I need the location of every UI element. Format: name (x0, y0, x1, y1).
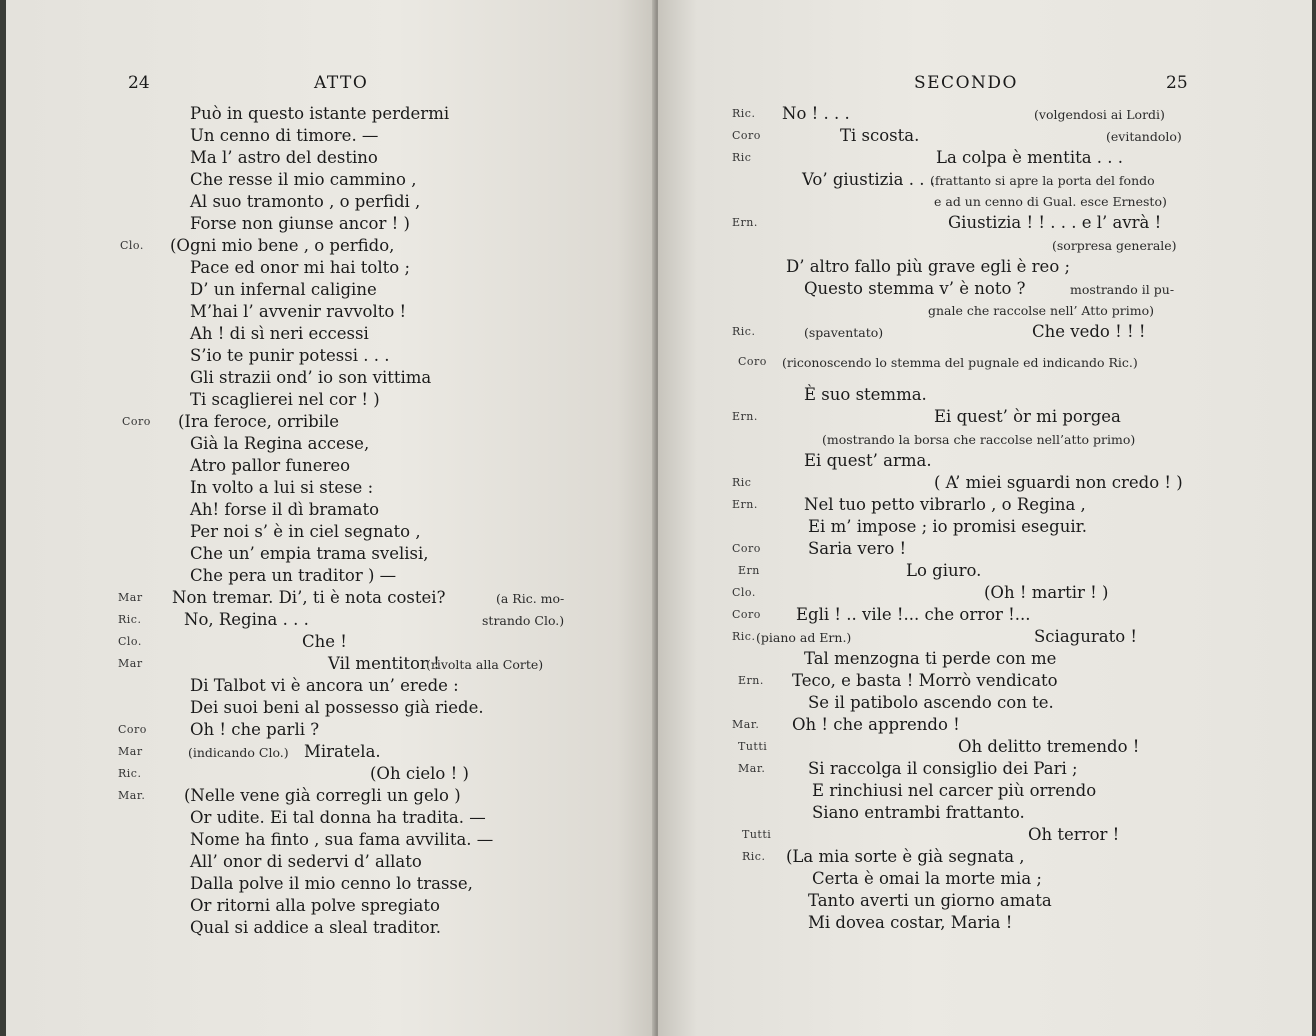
verse-text-line: Or ritorni alla polve spregiato (190, 896, 440, 915)
verse-text-line: S’io te punir potessi . . . (190, 346, 390, 365)
speaker-label: Tutti (738, 740, 768, 753)
verse-text-line: No, Regina . . . (184, 610, 309, 629)
verse-text-line: Ti scosta. (840, 126, 920, 145)
stage-direction: mostrando il pu- (1070, 282, 1175, 297)
verse-text-line: Al suo tramonto , o perfidi , (190, 192, 421, 211)
verse-text-line: All’ onor di sedervi d’ allato (190, 852, 422, 871)
verse-text-line: Dalla polve il mio cenno lo trasse, (190, 874, 473, 893)
verse-text-line: Ah! forse il dì bramato (190, 500, 380, 519)
verse-text-line: Certa è omai la morte mia ; (812, 869, 1042, 888)
verse-line (6, 522, 656, 544)
verse-text-line: Che pera un traditor ) — (190, 566, 397, 585)
verse-line (6, 500, 656, 522)
verse-line (658, 649, 1312, 671)
speaker-label: Mar. (732, 718, 760, 731)
verse-text-line: D’ un infernal caligine (190, 280, 377, 299)
verse-line (6, 368, 656, 390)
speaker-label: Ern. (732, 216, 758, 229)
verse-line (6, 236, 656, 258)
verse-line (658, 913, 1312, 935)
verse-line (658, 737, 1312, 759)
verse-line (6, 698, 656, 720)
verse-text-line: Oh ! che parli ? (190, 720, 320, 739)
verse-line (6, 192, 656, 214)
verse-line (658, 825, 1312, 847)
speaker-label: Ric. (732, 107, 756, 120)
verse-line (6, 280, 656, 302)
verse-line (6, 456, 656, 478)
verse-text-line: Atro pallor funereo (190, 456, 351, 475)
verse-text-line: Ei m’ impose ; io promisi eseguir. (808, 517, 1087, 536)
verse-line (6, 896, 656, 918)
verse-line (658, 781, 1312, 803)
verse-line (658, 104, 1312, 126)
verse-text-line: Mi dovea costar, Maria ! (808, 913, 1013, 932)
verse-line (658, 715, 1312, 737)
stage-direction: gnale che raccolse nell’ Atto primo) (928, 303, 1155, 318)
verse-text-line: Per noi s’ è in ciel segnato , (190, 522, 421, 541)
verse-text-line: La colpa è mentita . . . (936, 148, 1124, 167)
stage-direction: (indicando Clo.) (188, 745, 289, 760)
verse-line (658, 627, 1312, 649)
speaker-label: Ric. (732, 630, 756, 643)
speaker-label: Mar. (118, 789, 146, 802)
verse-text-line: No ! . . . (782, 104, 850, 123)
verse-line (658, 847, 1312, 869)
speaker-label: Coro (738, 355, 767, 368)
stage-direction: (volgendosi ai Lordi) (1034, 107, 1165, 122)
speaker-label: Mar (118, 657, 143, 670)
running-header: SECONDO (914, 73, 1018, 93)
verse-line (658, 605, 1312, 627)
stage-direction: (sorpresa generale) (1052, 238, 1177, 253)
stage-direction: (rivolta alla Corte) (426, 657, 544, 672)
verse-text-line: Nel tuo petto vibrarlo , o Regina , (804, 495, 1086, 514)
verse-text-line: Se il patibolo ascendo con te. (808, 693, 1054, 712)
verse-text-line: Pace ed onor mi hai tolto ; (190, 258, 411, 277)
verse-line (6, 830, 656, 852)
verse-text-line: Ah ! di sì neri eccessi (190, 324, 369, 343)
speaker-label: Ern. (738, 674, 764, 687)
verse-text-line: Or udite. Ei tal donna ha tradita. — (190, 808, 486, 827)
verse-line (6, 434, 656, 456)
speaker-label: Coro (732, 542, 761, 555)
verse-line (6, 302, 656, 324)
verse-text-line: (La mia sorte è già segnata , (786, 847, 1025, 866)
verse-line (6, 346, 656, 368)
verse-line (6, 610, 656, 632)
verse-line (6, 720, 656, 742)
verse-line (658, 191, 1312, 213)
running-header: ATTO (314, 73, 369, 93)
verse-text-line: Giustizia ! ! . . . e l’ avrà ! (948, 213, 1162, 232)
verse-text-line: Qual si addice a sleal traditor. (190, 918, 442, 937)
verse-line (658, 352, 1312, 374)
verse-line (6, 786, 656, 808)
verse-text-line: Oh terror ! (1028, 825, 1120, 844)
verse-text-line: Egli ! .. vile !... che orror !... (796, 605, 1031, 624)
verse-text-line: Oh delitto tremendo ! (958, 737, 1140, 756)
speaker-label: Tutti (742, 828, 772, 841)
verse-line (658, 385, 1312, 407)
verse-text-line: Sciagurato ! (1034, 627, 1138, 646)
verse-text-line: Vo’ giustizia . . . (802, 170, 935, 189)
verse-text-line: Tanto averti un giorno amata (808, 891, 1052, 910)
verse-line (658, 539, 1312, 561)
speaker-label: Ern. (732, 410, 758, 423)
verse-line (6, 544, 656, 566)
left-page (6, 0, 656, 1036)
verse-text-line: Già la Regina accese, (190, 434, 370, 453)
verse-line (6, 104, 656, 126)
verse-text-line: M’hai l’ avvenir ravvolto ! (190, 302, 407, 321)
verse-line (658, 517, 1312, 539)
verse-text-line: Si raccolga il consiglio dei Pari ; (808, 759, 1078, 778)
verse-text-line: Lo giuro. (906, 561, 982, 580)
stage-direction: strando Clo.) (482, 613, 565, 628)
verse-line (658, 671, 1312, 693)
verse-line (658, 279, 1312, 301)
verse-line (658, 869, 1312, 891)
verse-line (6, 742, 656, 764)
verse-text-line: Che ! (302, 632, 347, 651)
verse-line (6, 764, 656, 786)
speaker-label: Ric (732, 151, 752, 164)
speaker-label: Ric. (732, 325, 756, 338)
verse-text-line: E rinchiusi nel carcer più orrendo (812, 781, 1097, 800)
verse-line (658, 891, 1312, 913)
verse-line (6, 808, 656, 830)
verse-line (6, 214, 656, 236)
verse-text-line: Siano entrambi frattanto. (812, 803, 1025, 822)
verse-text-line: ( A’ miei sguardi non credo ! ) (934, 473, 1183, 492)
verse-text-line: Forse non giunse ancor ! ) (190, 214, 410, 233)
verse-line (658, 451, 1312, 473)
speaker-label: Coro (122, 415, 151, 428)
verse-line (658, 213, 1312, 235)
stage-direction: (frattanto si apre la porta del fondo (930, 173, 1155, 188)
stage-direction: (evitandolo) (1106, 129, 1182, 144)
speaker-label: Coro (732, 608, 761, 621)
verse-line (658, 429, 1312, 451)
verse-text-line: Che resse il mio cammino , (190, 170, 417, 189)
verse-line (6, 588, 656, 610)
verse-line (658, 583, 1312, 605)
verse-text-line: Oh ! che apprendo ! (792, 715, 960, 734)
verse-line (6, 632, 656, 654)
verse-text-line: Può in questo istante perdermi (190, 104, 450, 123)
verse-text-line: (Nelle vene già corregli un gelo ) (184, 786, 461, 805)
verse-line (658, 693, 1312, 715)
verse-text-line: Teco, e basta ! Morrò vendicato (792, 671, 1058, 690)
verse-line (658, 170, 1312, 192)
verse-line (658, 803, 1312, 825)
speaker-label: Coro (732, 129, 761, 142)
speaker-label: Ern. (732, 498, 758, 511)
verse-text-line: Miratela. (304, 742, 381, 761)
verse-text-line: D’ altro fallo più grave egli è reo ; (786, 257, 1071, 276)
verse-text-line: (Oh ! martir ! ) (984, 583, 1109, 602)
verse-line (6, 324, 656, 346)
verse-line (658, 473, 1312, 495)
verse-line (658, 322, 1312, 344)
verse-text-line: Ei quest’ arma. (804, 451, 932, 470)
verse-text-line: Non tremar. Di’, ti è nota costei? (172, 588, 446, 607)
verse-text-line: Gli strazii ond’ io son vittima (190, 368, 432, 387)
verse-line (658, 759, 1312, 781)
verse-line (658, 495, 1312, 517)
verse-line (6, 412, 656, 434)
verse-line (6, 874, 656, 896)
verse-line (6, 126, 656, 148)
speaker-label: Ric. (118, 613, 142, 626)
verse-text-line: Dei suoi beni al possesso già riede. (190, 698, 484, 717)
verse-text-line: Vil mentitor ! (328, 654, 440, 673)
speaker-label: Ric (732, 476, 752, 489)
verse-text-line: Nome ha finto , sua fama avvilita. — (190, 830, 494, 849)
speaker-label: Clo. (732, 586, 756, 599)
verse-text-line: Un cenno di timore. — (190, 126, 379, 145)
speaker-label: Mar. (738, 762, 766, 775)
right-page (658, 0, 1312, 1036)
verse-line (6, 258, 656, 280)
page-number: 24 (128, 73, 150, 93)
verse-text-line: Che un’ empia trama svelisi, (190, 544, 429, 563)
speaker-label: Mar (118, 591, 143, 604)
verse-text-line: Tal menzogna ti perde con me (804, 649, 1057, 668)
verse-text-line: Di Talbot vi è ancora un’ erede : (190, 676, 459, 695)
verse-line (6, 390, 656, 412)
stage-direction: (spaventato) (804, 325, 884, 340)
verse-line (6, 852, 656, 874)
verse-text-line: (Ira feroce, orribile (178, 412, 339, 431)
verse-line (6, 148, 656, 170)
verse-text-line: Ei quest’ òr mi porgea (934, 407, 1121, 426)
verse-text-line: Saria vero ! (808, 539, 907, 558)
stage-direction: (mostrando la borsa che raccolse nell’atto primo) (822, 432, 1136, 447)
verse-line (658, 300, 1312, 322)
verse-line (6, 918, 656, 940)
verse-text-line: Che vedo ! ! ! (1032, 322, 1146, 341)
verse-text-line: (Oh cielo ! ) (370, 764, 469, 783)
verse-text-line: (Ogni mio bene , o perfido, (170, 236, 395, 255)
stage-direction: (a Ric. mo- (496, 591, 565, 606)
verse-line (658, 148, 1312, 170)
verse-line (658, 561, 1312, 583)
verse-line (6, 676, 656, 698)
verse-line (6, 566, 656, 588)
verse-line (658, 126, 1312, 148)
verse-text-line: Questo stemma v’ è noto ? (804, 279, 1026, 298)
speaker-label: Ric. (118, 767, 142, 780)
verse-text-line: È suo stemma. (804, 385, 927, 404)
page-number: 25 (1166, 73, 1188, 93)
verse-line (658, 257, 1312, 279)
speaker-label: Ric. (742, 850, 766, 863)
verse-text-line: In volto a lui si stese : (190, 478, 374, 497)
verse-text-line: Ti scaglierei nel cor ! ) (190, 390, 380, 409)
stage-direction: e ad un cenno di Gual. esce Ernesto) (934, 194, 1167, 209)
speaker-label: Mar (118, 745, 143, 758)
verse-text-line: Ma l’ astro del destino (190, 148, 378, 167)
speaker-label: Clo. (118, 635, 142, 648)
speaker-label: Coro (118, 723, 147, 736)
verse-line (6, 654, 656, 676)
stage-direction: (piano ad Ern.) (756, 630, 852, 645)
speaker-label: Clo. (120, 239, 144, 252)
verse-line (6, 170, 656, 192)
verse-line (658, 235, 1312, 257)
verse-line (658, 407, 1312, 429)
stage-direction: (riconoscendo lo stemma del pugnale ed indicando Ric.) (782, 355, 1138, 370)
verse-line (6, 478, 656, 500)
speaker-label: Ern (738, 564, 760, 577)
